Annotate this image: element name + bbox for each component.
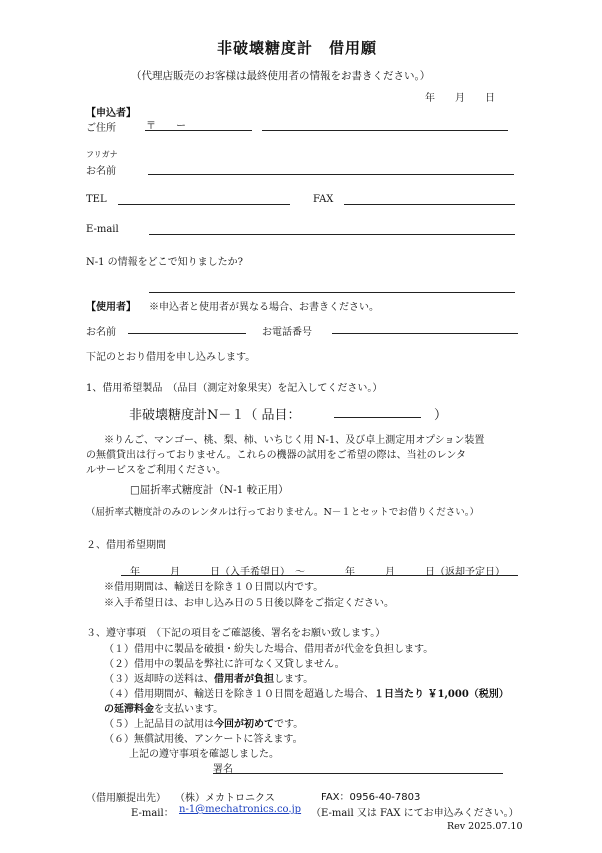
item2-note1: ※借用期間は、輸送日を除き１０日間以内です。 [104, 582, 324, 593]
rule-4-cont: の延滞料金を支払います。 [104, 704, 224, 715]
product-name: 非破壊糖度計N－１（ 品目： [129, 408, 301, 423]
intro-text: 下記のとおり借用を申し込みします。 [86, 352, 256, 363]
user-name-field[interactable] [128, 333, 246, 334]
rule-2: （２）借用中の製品を弊社に許可なく又貸しません。 [104, 659, 345, 670]
product-item-field[interactable] [334, 417, 421, 418]
source-answer-field[interactable] [149, 292, 515, 293]
rule-5: （５）上記品目の試用は今回が初めてです。 [104, 719, 304, 730]
rule-1: （１）借用中に製品を破損・紛失した場合、借用者が代金を負担します。 [104, 644, 434, 655]
tel-field[interactable] [118, 204, 290, 205]
item1-note-line3: ルサービスをご利用ください。 [86, 465, 226, 476]
name-field[interactable] [148, 174, 514, 175]
tel-label: TEL [86, 194, 107, 205]
email-label: E-mail [86, 224, 119, 235]
user-note: ※申込者と使用者が異なる場合、お書きください。 [149, 302, 379, 313]
user-name-label: お名前 [86, 327, 116, 338]
refractometer-note: （屈折率式糖度計のみのレンタルは行っておりません。N－１とセットでお借りください。） [86, 507, 480, 518]
item3-heading: ３、遵守事項 （下記の項目をご確認後、署名をお願い致します。） [86, 628, 386, 639]
user-phone-label: お電話番号 [262, 327, 312, 338]
item1-note-line1: ※りんご、マンゴー、桃、梨、柿、いちじく用 N-1、及び卓上測定用オプション装置 [104, 435, 485, 446]
company-name: （株）メカトロニクス [175, 793, 275, 804]
address-field[interactable] [262, 130, 508, 131]
item2-note2: ※入手希望日は、お申し込み日の５日後以降をご指定ください。 [104, 598, 394, 609]
name-label: お名前 [86, 166, 116, 177]
postal-code-field[interactable] [145, 130, 252, 131]
fax-label: FAX [313, 194, 334, 205]
subtitle: （代理店販売のお客様は最終使用者の情報をお書きください。） [131, 70, 431, 82]
product-close-paren: ） [434, 408, 448, 423]
email-link[interactable]: n-1@mechatronics.co.jp [179, 804, 302, 815]
signature-label: 署名 [213, 764, 233, 775]
rule-3: （３）返却時の送料は、借用者が負担します。 [104, 674, 314, 685]
applicant-section-heading: 【申込者】 [86, 108, 136, 119]
fax-number: FAX：0956-40-7803 [321, 792, 421, 803]
user-phone-field[interactable] [332, 333, 518, 334]
date-label: 年 月 日 [425, 93, 495, 104]
source-question: N-1 の情報をどこで知りましたか? [86, 257, 244, 268]
submit-to-label: （借用願提出先） [86, 793, 166, 804]
refractometer-checkbox[interactable]: □屈折率式糖度計（N-1 較正用） [130, 484, 289, 496]
email-field[interactable] [149, 234, 515, 235]
postal-mark: 〒 ー [146, 121, 186, 132]
email-note: （E-mail 又は FAX にてお申込みください。） [311, 808, 519, 819]
item2-heading: ２、借用希望期間 [86, 540, 166, 551]
confirm-text: 上記の遵守事項を確認しました。 [129, 749, 279, 760]
signature-field[interactable] [213, 773, 503, 774]
period-field-line[interactable] [121, 575, 518, 576]
revision: Rev 2025.07.10 [447, 821, 523, 832]
item1-note-line2: の無償貸出は行っておりません。これらの機器の試用をご希望の際は、当社のレンタ [86, 450, 466, 461]
footer-email-label: E-mail： [131, 808, 174, 819]
furigana-label: フリガナ [86, 150, 118, 159]
rule-6: （６）無償試用後、アンケートに答えます。 [104, 734, 303, 745]
page-title: 非破壊糖度計 借用願 [217, 39, 378, 57]
item1-heading: 1、借用希望製品 （品目（測定対象果実）を記入してください。） [86, 383, 383, 394]
fax-field[interactable] [344, 204, 515, 205]
user-section-heading: 【使用者】 [86, 302, 136, 313]
period-fields: 年 月 日（入手希望日） ～ 年 月 日（返却予定日） [130, 567, 505, 578]
rule-4: （４）借用期間が、輸送日を除き１０日間を超過した場合、１日当たり ￥1,000（税別） [104, 689, 509, 700]
address-label: ご住所 [86, 123, 116, 134]
